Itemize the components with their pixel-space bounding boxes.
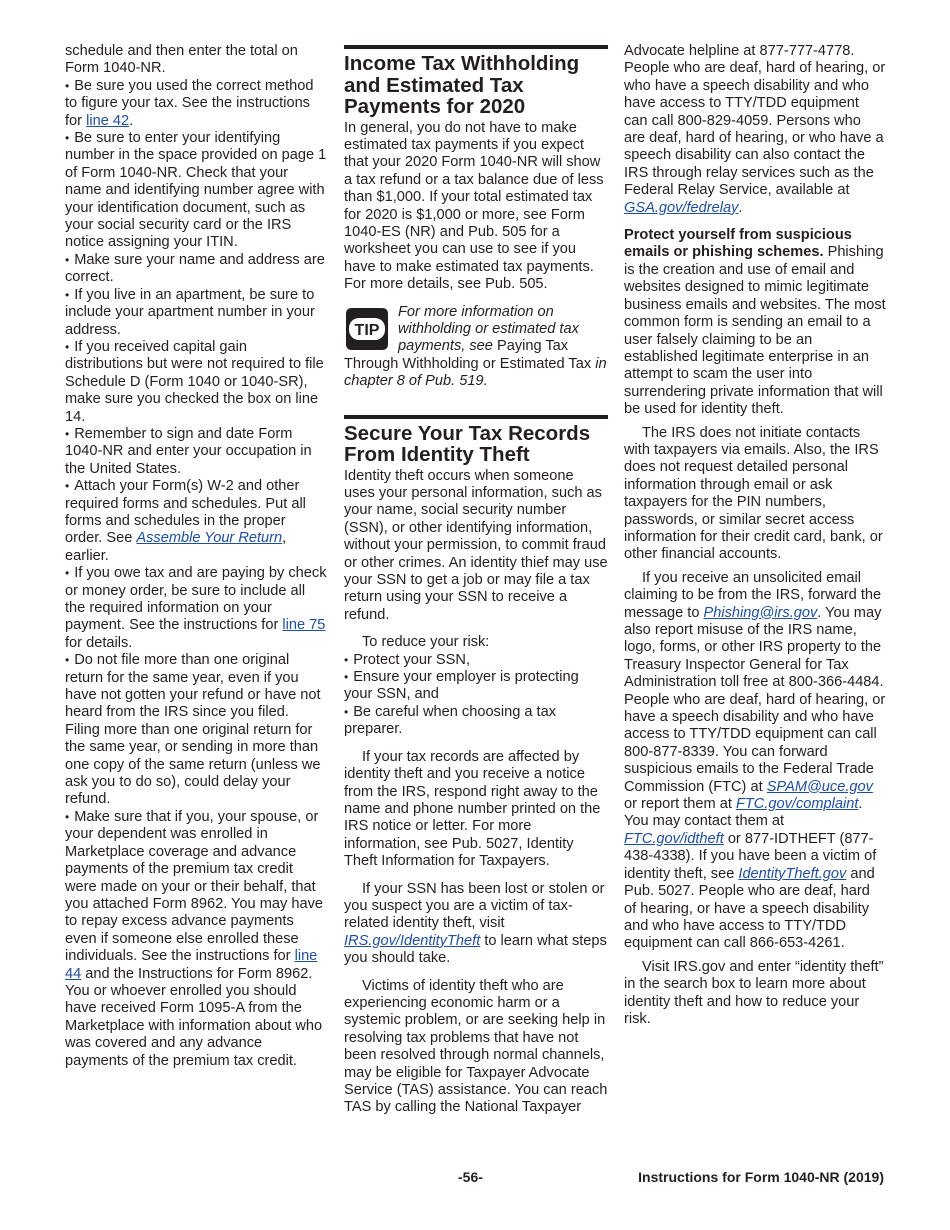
run-in-heading: Protect yourself from suspicious emails or phishing schemes.	[624, 227, 852, 261]
paragraph-text: and Pub. 5027. People who are deaf, hard of hearing, or have a speech disability and who have access to TTY/TDD equipment can call 866-653-4261.	[624, 865, 875, 952]
column-left	[65, 43, 327, 1070]
assemble-your-return-link[interactable]: Assemble Your Return	[136, 530, 283, 547]
bullet-text: If you owe tax and are paying by check or money order, be sure to include all the required information on your payment. See the instructions for	[65, 565, 327, 634]
line-44-link[interactable]: line 44	[65, 948, 318, 982]
bullet-item: • Ensure your employer is protecting your SSN, and	[344, 669, 608, 704]
page-number: -56-	[458, 1169, 483, 1185]
bullet-text: .	[129, 112, 134, 129]
paragraph: In general, you do not have to make estimated tax payments if you expect that your 2020 Form 1040-NR will show a tax refund or a tax balance due of less than $1,000. If your total estimated tax for 2020 is $1,000 or more, see Form 1040-ES (NR) and Pub. 505 for a worksheet you can use to see if you have to make estimated tax payments. For more details, see Pub. 505.	[344, 119, 604, 293]
bullet-item: • Make sure your name and address are correct.	[65, 252, 327, 287]
bullet-item	[65, 565, 327, 652]
paragraph-text: If your SSN has been lost or stolen or you suspect you are a victim of tax-related identity theft, visit	[344, 880, 605, 932]
irs-identity-theft-link[interactable]: IRS.gov/IdentityTheft	[344, 932, 481, 949]
paragraph	[344, 881, 608, 968]
paragraph	[624, 43, 886, 217]
bullet-item: • If you live in an apartment, be sure to include your apartment number in your address.	[65, 287, 327, 339]
bullet-text: Attach your Form(s) W-2 and other required forms and schedules. Put all forms and schedules in the proper order. See	[65, 478, 306, 547]
identitytheft-gov-link[interactable]: IdentityTheft.gov	[738, 865, 847, 882]
paragraph-text: Phishing is the creation and use of email and websites designed to mimic legitimate business emails and websites. The most common form is sending an email to a user falsely claiming to be an established legitimate enterprise in an attempt to scam the user into surrendering private information that will be used for identity theft.	[624, 244, 886, 418]
tip-icon	[344, 306, 390, 352]
paragraph-text: .	[738, 199, 743, 216]
tip-label: TIP	[354, 321, 380, 339]
gsa-fedrelay-link[interactable]: GSA.gov/fedrelay	[624, 199, 739, 216]
bullet-item: • Be sure to enter your identifying number in the space provided on page 1 of Form 1040-NR. Check that your name and identifying number agree with your identification document, such as your social security card or the IRS notice assigning your ITIN.	[65, 130, 327, 252]
tip-text-part: For more information on withholding or estimated tax payments, see	[398, 303, 579, 355]
bullet-item: • Do not file more than one original return for the same year, even if you have not gotten your refund or have not heard from the IRS since you filed. Filing more than one original return for the same year, or sending in more than one copy of the same return (unless we ask you to do so), could delay your refund.	[65, 652, 327, 809]
paragraph-text: Advocate helpline at 877-777-4778. People who are deaf, hard of hearing, or who have a speech disability and who have access to TTY/TDD equipment can call 800-829-4059. Persons who are deaf, hard of hearing, or who have a speech disability can also contact the IRS through relay services such as the Federal Relay Service, available at	[624, 43, 886, 199]
bullet-item: • Be careful when choosing a tax preparer.	[344, 704, 608, 739]
ftc-idtheft-link[interactable]: FTC.gov/idtheft	[624, 830, 724, 847]
bullet-item	[65, 78, 327, 130]
paragraph: The IRS does not initiate contacts with taxpayers via emails. Also, the IRS does not request detailed personal information through email or ask taxpayers for the PIN numbers, passwords, or similar secret access information for their credit card, bank, or other financial accounts.	[624, 424, 883, 563]
paragraph-text: or 877-IDTHEFT (877-438-4338). If you have been a victim of identity theft, see	[624, 830, 877, 882]
bullet-item	[65, 478, 327, 565]
section-rule	[344, 45, 608, 49]
column-middle	[344, 43, 608, 1117]
paragraph: Identity theft occurs when someone uses your personal information, such as your name, social security number (SSN), or other identifying information, without your permission, to commit fraud or other crimes. An identity thief may use your SSN to get a job or may file a tax return using your SSN to receive a refund.	[344, 467, 608, 623]
paragraph: Victims of identity theft who are experiencing economic harm or a systemic problem, or are seeking help in resolving tax problems that have not been resolved through normal channels, may be eligible for Taxpayer Advocate Service (TAS) assistance. You can reach TAS by calling the National Taxpayer	[344, 977, 608, 1116]
tip-text-part: .	[483, 373, 488, 390]
section-rule	[344, 415, 608, 419]
bullet-text: for details.	[65, 634, 133, 651]
paragraph	[624, 570, 886, 953]
bullet-item	[65, 809, 327, 1070]
paragraph: Visit IRS.gov and enter “identity theft” in the search box to learn more about identity theft and how to reduce your risk.	[624, 958, 884, 1027]
spam-email-link[interactable]: SPAM@uce.gov	[766, 778, 873, 795]
paragraph-text: If you receive an unsolicited email claiming to be from the IRS, forward the message to	[624, 569, 882, 621]
phishing-email-link[interactable]: Phishing@irs.gov	[703, 604, 818, 621]
line-75-link[interactable]: line 75	[282, 617, 326, 634]
paragraph: If your tax records are affected by identity theft and you receive a notice from the IRS, respond right away to the name and phone number printed on the IRS notice or letter. For more information, see Pub. 5027, Identity Theft Information for Taxpayers.	[344, 748, 601, 870]
paragraph-text: or report them at	[624, 796, 736, 813]
ftc-complaint-link[interactable]: FTC.gov/complaint	[735, 796, 859, 813]
bullet-text: , earlier.	[65, 530, 287, 564]
line-42-link[interactable]: line 42	[86, 112, 130, 129]
paragraph	[624, 227, 886, 418]
tip-text-part: in chapter 8 of Pub. 519	[344, 355, 607, 390]
paragraph-text: to learn what steps you should take.	[344, 932, 607, 967]
section-heading-estimated-tax: Income Tax Withholding and Estimated Tax Payments for 2020	[344, 52, 580, 118]
paragraph-text: . You may contact them at	[624, 796, 863, 830]
bullet-text: and the Instructions for Form 8962. You or whoever enrolled you should have received Form 1095-A from the Marketplace with information about who was covered and any advance payments of the premium tax credit.	[65, 965, 323, 1069]
column-right	[624, 43, 886, 1028]
bullet-item: • Remember to sign and date Form 1040-NR and enter your occupation in the United States.	[65, 426, 327, 478]
section-heading-identity-theft: Secure Your Tax Records From Identity Theft	[344, 421, 591, 467]
tip-box	[344, 304, 608, 391]
tip-text-part: Paying Tax Through Withholding or Estimated Tax	[344, 338, 592, 372]
bullet-text: Be sure you used the correct method to figure your tax. See the instructions for	[65, 77, 314, 129]
paragraph-text: . You may also report misuse of the IRS name, logo, forms, or other IRS property to the Treasury Inspector General for Tax Administration toll free at 800-366-4484. People who are deaf, hard of hearing, or have a speech disability and who have access to TTY/TDD equipment can call 800-877-8339. You can forward suspicious emails to the Federal Trade Commission (FTC) at	[624, 604, 886, 795]
footer-title: Instructions for Form 1040-NR (2019)	[638, 1169, 884, 1185]
bullet-item: • Protect your SSN,	[344, 652, 608, 669]
paragraph: schedule and then enter the total on Form 1040-NR.	[65, 43, 298, 77]
bullet-text: Make sure that if you, your spouse, or your dependent was enrolled in Marketplace coverage and advance payments of the premium tax credit were made on your or their behalf, that you attached Form 8962. You may have to repay excess advance payments even if someone else enrolled these individuals. See the instructions for	[65, 808, 323, 965]
bullet-item: • If you received capital gain distributions but were not required to file Schedule D (Form 1040 or 1040-SR), make sure you checked the box on line 14.	[65, 339, 327, 426]
paragraph: To reduce your risk:	[362, 634, 490, 651]
